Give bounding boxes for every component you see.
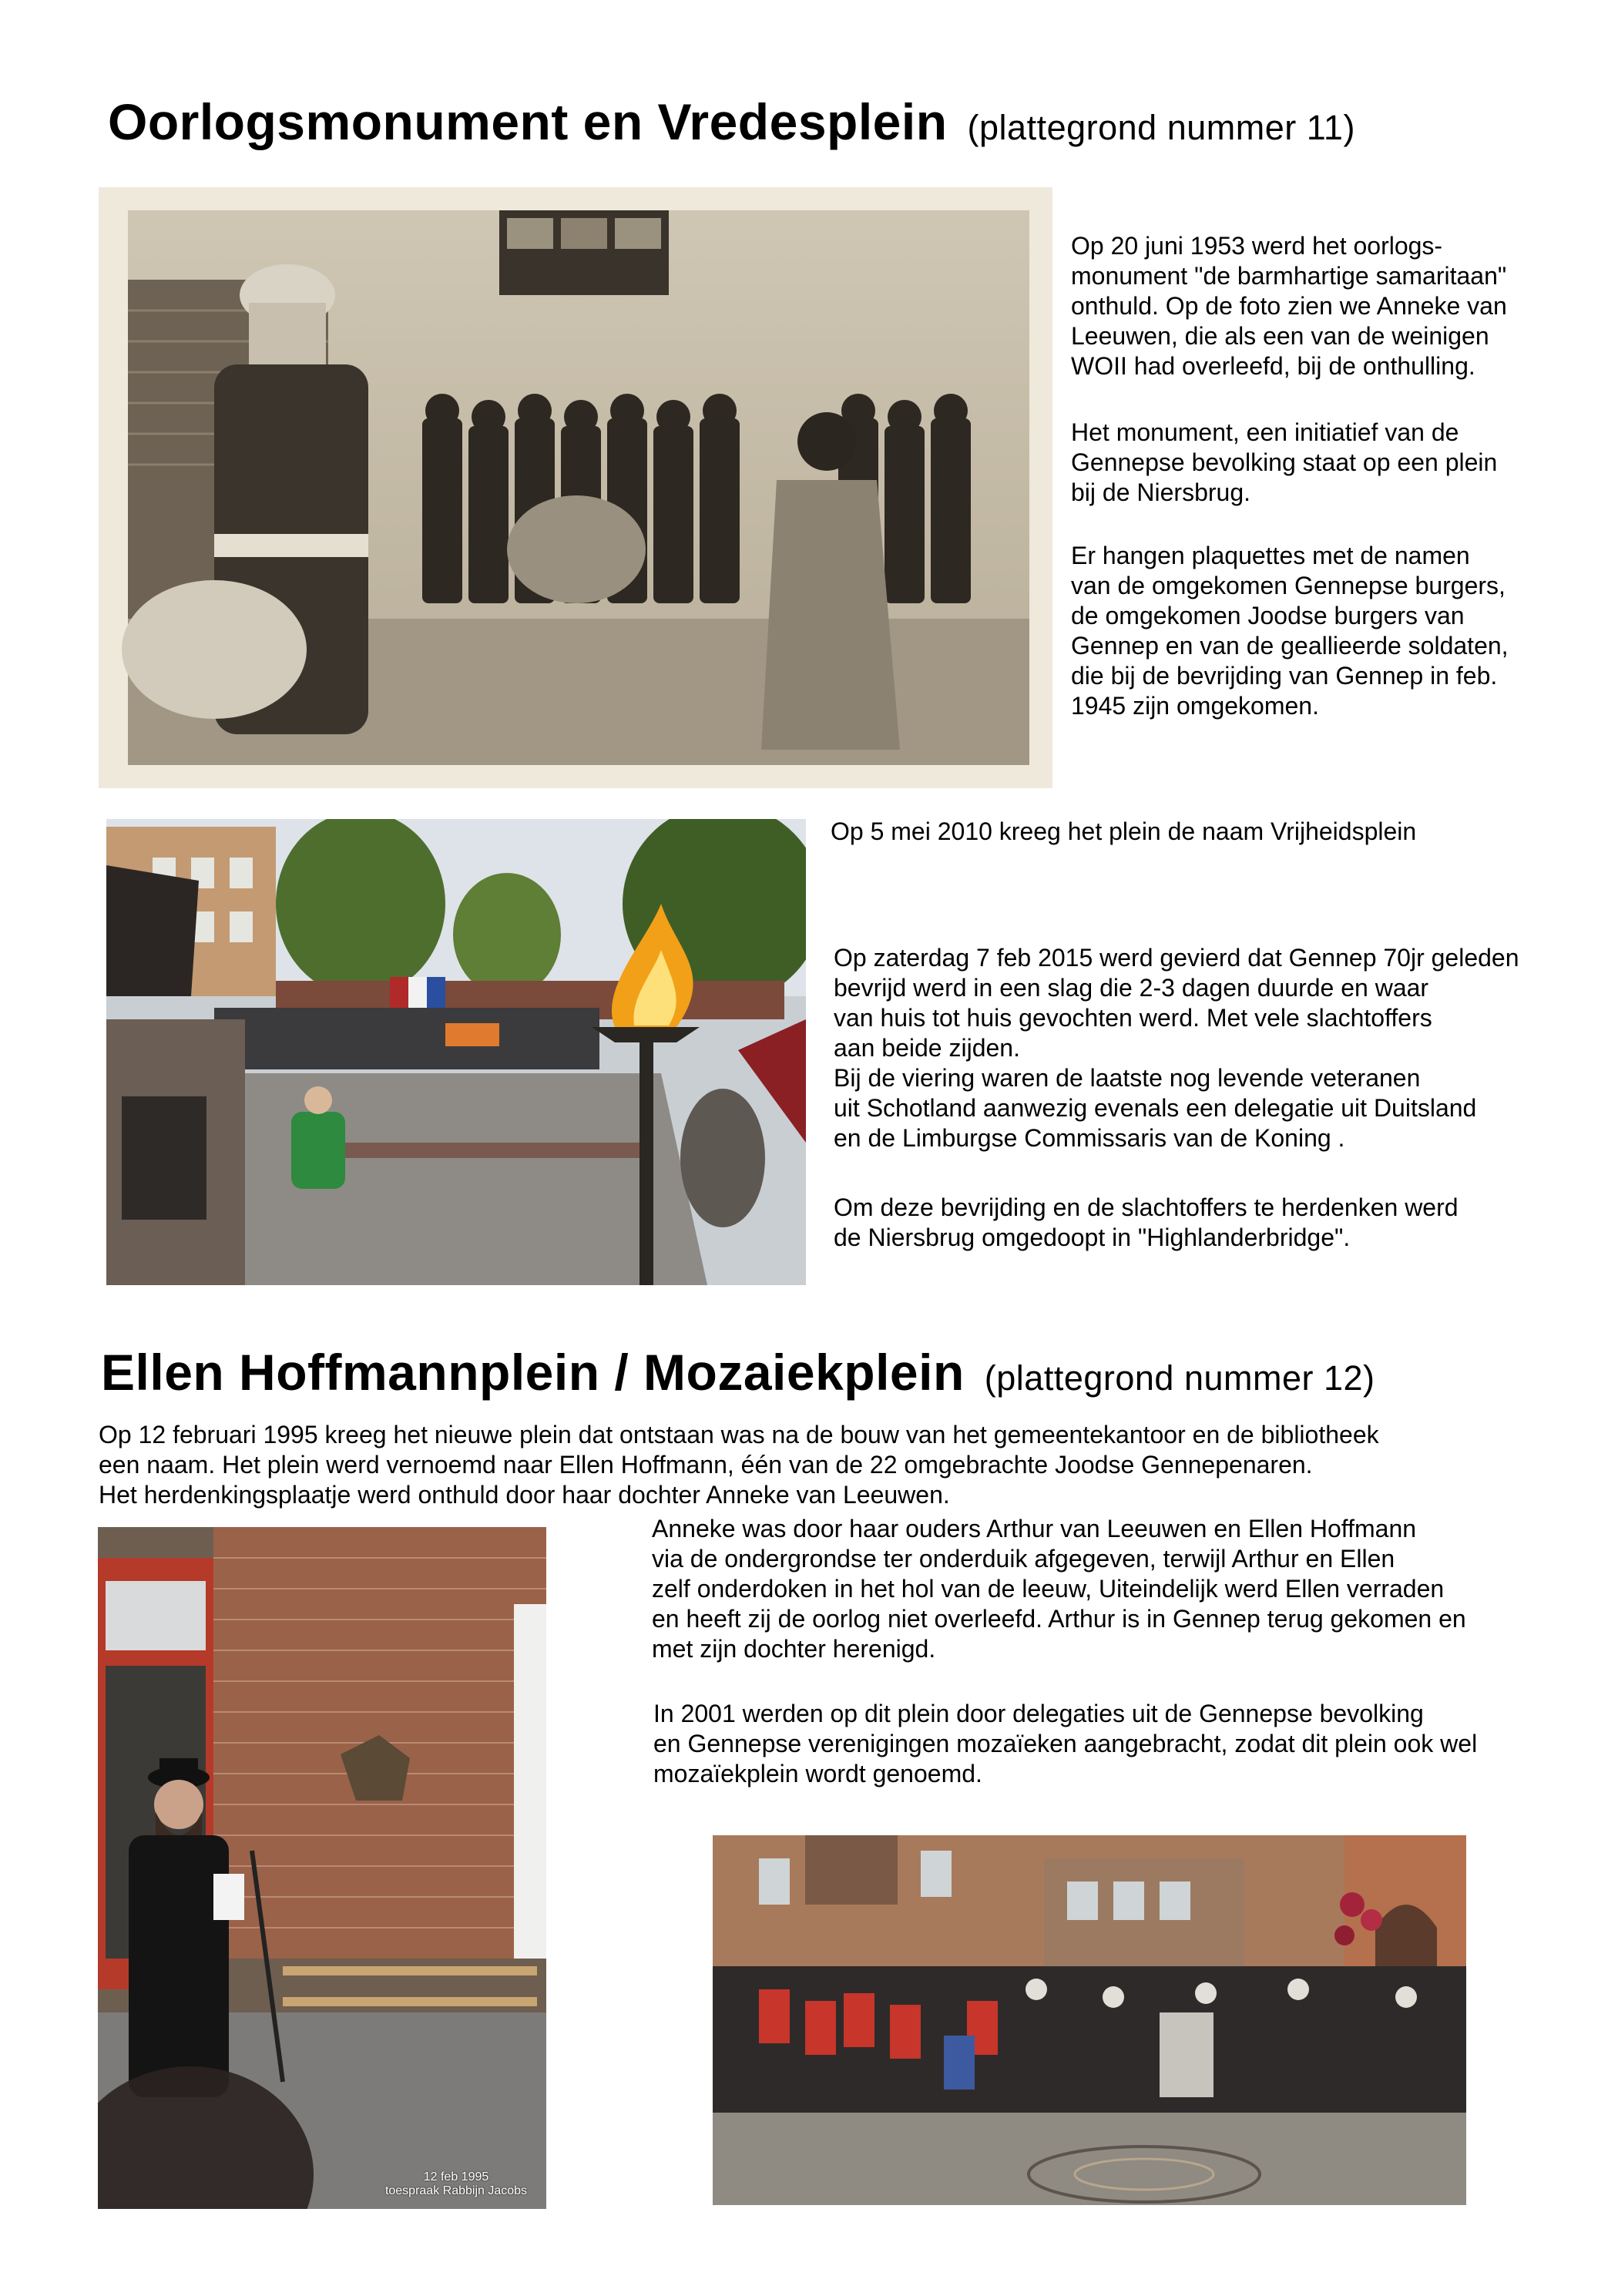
photo-caption	[371, 2170, 541, 2198]
photo-caption-date: 12 feb 1995	[423, 2170, 489, 2184]
section1-paragraph-5: Op zaterdag 7 feb 2015 werd gevierd dat Gennep 70jr geleden bevrijd werd in een slag die 2-3 dagen duurde en waar van huis tot huis gevochten werd. Met vele slachtoffers aan beide zijden. Bij de viering waren de laatste nog levende veteranen uit Schotland aanwezig evenals een delegatie uit Duitsland en de Limburgse Commissaris van de Koning .	[834, 944, 1519, 1152]
section1-map-ref: (plattegrond nummer 11)	[967, 108, 1355, 147]
section2-paragraph-2: Anneke was door haar ouders Arthur van Leeuwen en Ellen Hoffmann via de ondergrondse ter onderduik afgegeven, terwijl Arthur en Ellen zelf onderdoken in het hol van de leeuw, Uiteindelijk werd Ellen verraden en heeft zij de oorlog niet overleefd. Arthur is in Gennep terug gekomen en met zijn dochter herenigd.	[652, 1515, 1466, 1663]
section2-paragraph-3: In 2001 werden op dit plein door delegaties uit de Gennepse bevolking en Gennepse verenigingen mozaïeken aangebracht, zodat dit plein ook wel mozaïekplein wordt genoemd.	[653, 1700, 1478, 1787]
section1-paragraph-3: Er hangen plaquettes met de namen van de omgekomen Gennepse burgers, de omgekomen Joodse burgers van Gennep en van de geallieerde soldaten, die bij de bevrijding van Gennep in feb. 1945 zijn omgekomen.	[1071, 542, 1509, 720]
section1-heading	[108, 92, 1355, 151]
photo-caption-description: toespraak Rabbijn Jacobs	[384, 2184, 528, 2197]
photo-liberation-ceremony-2015	[106, 819, 806, 1285]
section2-paragraph-1: Op 12 februari 1995 kreeg het nieuwe plein dat ontstaan was na de bouw van het gemeentekantoor en de bibliotheek een naam. Het plein werd vernoemd naar Ellen Hoffmann, één van de 22 omgebrachte Joodse Gennepenaren. Het herdenkingsplaatje werd onthuld door haar dochter Anneke van Leeuwen.	[99, 1421, 1379, 1509]
photo-rabbi-speech-1995	[98, 1527, 546, 2209]
section1-paragraph-6: Om deze bevrijding en de slachtoffers te herdenken werd de Niersbrug omgedoopt in "Highlanderbridge".	[834, 1193, 1459, 1251]
section1-title: Oorlogsmonument en Vredesplein	[108, 93, 948, 150]
photo-monument-unveiling-1953	[99, 187, 1052, 788]
section2-title: Ellen Hoffmannplein / Mozaiekplein	[101, 1344, 965, 1401]
photo-mosaic-square-gathering	[713, 1835, 1466, 2205]
section2-heading	[101, 1343, 1375, 1401]
section1-paragraph-4: Op 5 mei 2010 kreeg het plein de naam Vrijheidsplein	[831, 817, 1417, 845]
section1-paragraph-2: Het monument, een initiatief van de Gennepse bevolking staat op een plein bij de Niersbrug.	[1071, 418, 1498, 506]
section2-map-ref: (plattegrond nummer 12)	[984, 1358, 1375, 1398]
section1-paragraph-1: Op 20 juni 1953 werd het oorlogs- monument "de barmhartige samaritaan" onthuld. Op de foto zien we Anneke van Leeuwen, die als een van de weinigen WOII had overleefd, bij de onthulling.	[1071, 232, 1507, 380]
